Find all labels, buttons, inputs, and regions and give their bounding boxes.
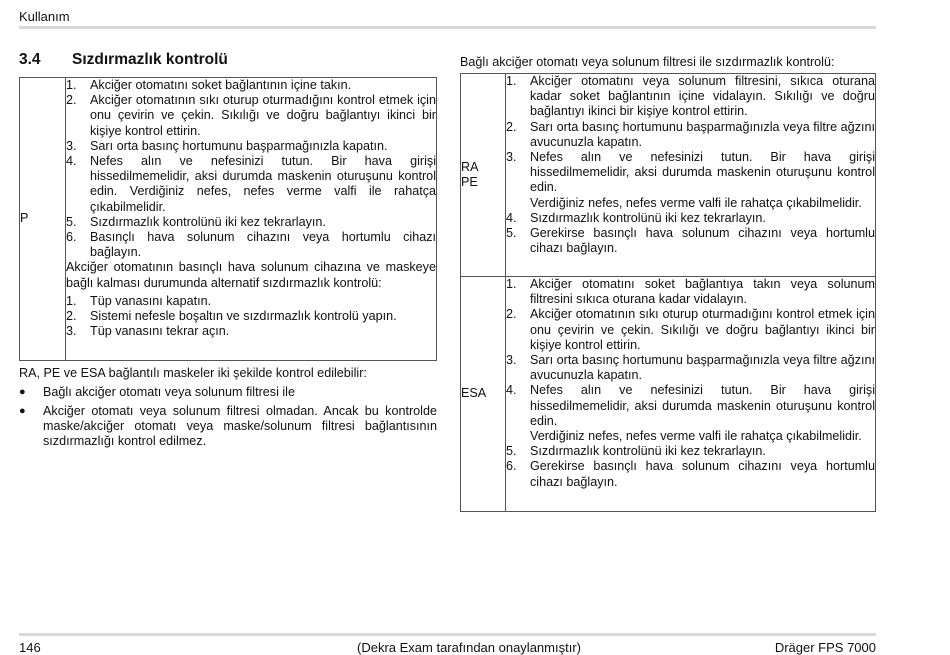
table-row-label-ra-pe: RA PE bbox=[461, 74, 506, 277]
list-item: 5. Gerekirse basınçlı hava solunum cihazını veya hortumlu cihazı bağlayın. bbox=[506, 226, 875, 256]
right-section-title: Bağlı akciğer otomatı veya solunum filtresi ile sızdırmazlık kontrolü: bbox=[460, 55, 835, 69]
procedure-steps bbox=[66, 78, 436, 260]
list-item: 3. Sarı orta basınç hortumunu başparmağınızla veya filtre ağzını avucunuzla kapatın. bbox=[506, 353, 875, 383]
mask-check-intro: RA, PE ve ESA bağlantılı maskeler iki şekilde kontrol edilebilir: bbox=[19, 366, 367, 380]
list-item: 3. Tüp vanasını tekrar açın. bbox=[66, 324, 230, 339]
bullet-item: ● Bağlı akciğer otomatı veya solunum filtresi ile bbox=[19, 385, 295, 399]
running-header: Kullanım bbox=[19, 9, 70, 24]
procedure-steps bbox=[506, 277, 875, 490]
list-item: 1. Akciğer otomatını veya solunum filtresini, sıkıca oturana kadar soket bağlantının içine vidalayın. Sıkılığı ve doğru bağlantıyı ikinci bir kişiye kontrol ettirin. bbox=[506, 74, 875, 119]
list-item: 5. Sızdırmazlık kontrolünü iki kez tekrarlayın. bbox=[66, 214, 326, 229]
ra-pe-procedure-content bbox=[506, 74, 876, 277]
list-item: 1. Tüp vanasını kapatın. bbox=[66, 293, 212, 308]
list-item: 3. Nefes alın ve nefesinizi tutun. Bir hava girişi hissedilmemelidir, aksi durumda maskenin oturuşunu kontrol edin. Verdiğiniz nefes, nefes verme valfi ile rahatça çıkabilmelidir. bbox=[506, 150, 875, 210]
product-name: Dräger FPS 7000 bbox=[774, 640, 876, 655]
left-procedure-table bbox=[19, 77, 437, 361]
section-heading bbox=[19, 52, 228, 67]
left-procedure-content bbox=[66, 78, 437, 361]
esa-procedure-content bbox=[506, 277, 876, 512]
table-row-label-p: P bbox=[20, 78, 66, 361]
list-item: 4. Nefes alın ve nefesinizi tutun. Bir hava girişi hissedilmemelidir, aksi durumda maskenin oturuşunu kontrol edin. Verdiğiniz nefes, nefes verme valfi ile rahatça çıkabilmelidir. bbox=[66, 154, 436, 214]
list-item: 6. Basınçlı hava solunum cihazını veya hortumlu cihazı bağlayın. bbox=[66, 230, 436, 260]
section-title: Sızdırmazlık kontrolü bbox=[72, 51, 228, 68]
footer-rule bbox=[19, 633, 876, 636]
approval-note: (Dekra Exam tarafından onaylanmıştır) bbox=[357, 640, 581, 655]
page-number: 146 bbox=[19, 640, 41, 655]
bullet-dot-icon: ● bbox=[19, 405, 26, 417]
right-procedure-table bbox=[460, 73, 876, 512]
list-item: 2. Akciğer otomatının sıkı oturup oturmadığını kontrol etmek için onu çevirin ve çekin. Sıkılığı ve doğru bağlantıyı ikinci bir kişiye kontrol ettirin. bbox=[506, 307, 875, 352]
list-item: 4. Nefes alın ve nefesinizi tutun. Bir hava girişi hissedilmemelidir, aksi durumda maskenin oturuşunu kontrol edin. Verdiğiniz nefes, nefes verme valfi ile rahatça çıkabilmelidir. bbox=[506, 383, 875, 444]
list-item: 2. Akciğer otomatının sıkı oturup oturmadığını kontrol etmek için onu çevirin ve çekin. Sıkılığı ve doğru bağlantıyı ikinci bir kişiye kontrol ettirin. bbox=[66, 93, 436, 138]
list-item: 2. Sistemi nefesle boşaltın ve sızdırmazlık kontrolü yapın. bbox=[66, 309, 397, 324]
alternative-steps bbox=[66, 294, 436, 340]
table-row-label-esa: ESA bbox=[461, 277, 506, 512]
list-item: 6. Gerekirse basınçlı hava solunum cihazını veya hortumlu cihazı bağlayın. bbox=[506, 459, 875, 489]
alternative-intro: Akciğer otomatının basınçlı hava solunum cihazına ve maskeye bağlı kalması durumunda alternatif sızdırmazlık kontrolü: bbox=[66, 260, 436, 290]
procedure-steps bbox=[506, 74, 875, 256]
header-rule bbox=[19, 26, 876, 29]
bullet-dot-icon: ● bbox=[19, 386, 26, 398]
list-item: 2. Sarı orta basınç hortumunu başparmağınızla veya filtre ağzını avucunuzla kapatın. bbox=[506, 119, 875, 149]
list-item: 5. Sızdırmazlık kontrolünü iki kez tekrarlayın. bbox=[506, 444, 766, 459]
list-item: 4. Sızdırmazlık kontrolünü iki kez tekrarlayın. bbox=[506, 210, 766, 225]
bullet-item: ● Akciğer otomatı veya solunum filtresi olmadan. Ancak bu kontrolde maske/akciğer otomatı veya maske/solunum filtresi bağlantısının sızdırmazlığı kontrol edilmez. bbox=[19, 404, 437, 449]
list-item: 1. Akciğer otomatını soket bağlantıya takın veya solunum filtresini sıkıca oturana kadar vidalayın. bbox=[506, 277, 875, 307]
section-number: 3.4 bbox=[19, 51, 41, 68]
list-item: 3. Sarı orta basınç hortumunu başparmağınızla kapatın. bbox=[66, 138, 388, 153]
list-item: 1. Akciğer otomatını soket bağlantının içine takın. bbox=[66, 78, 352, 92]
